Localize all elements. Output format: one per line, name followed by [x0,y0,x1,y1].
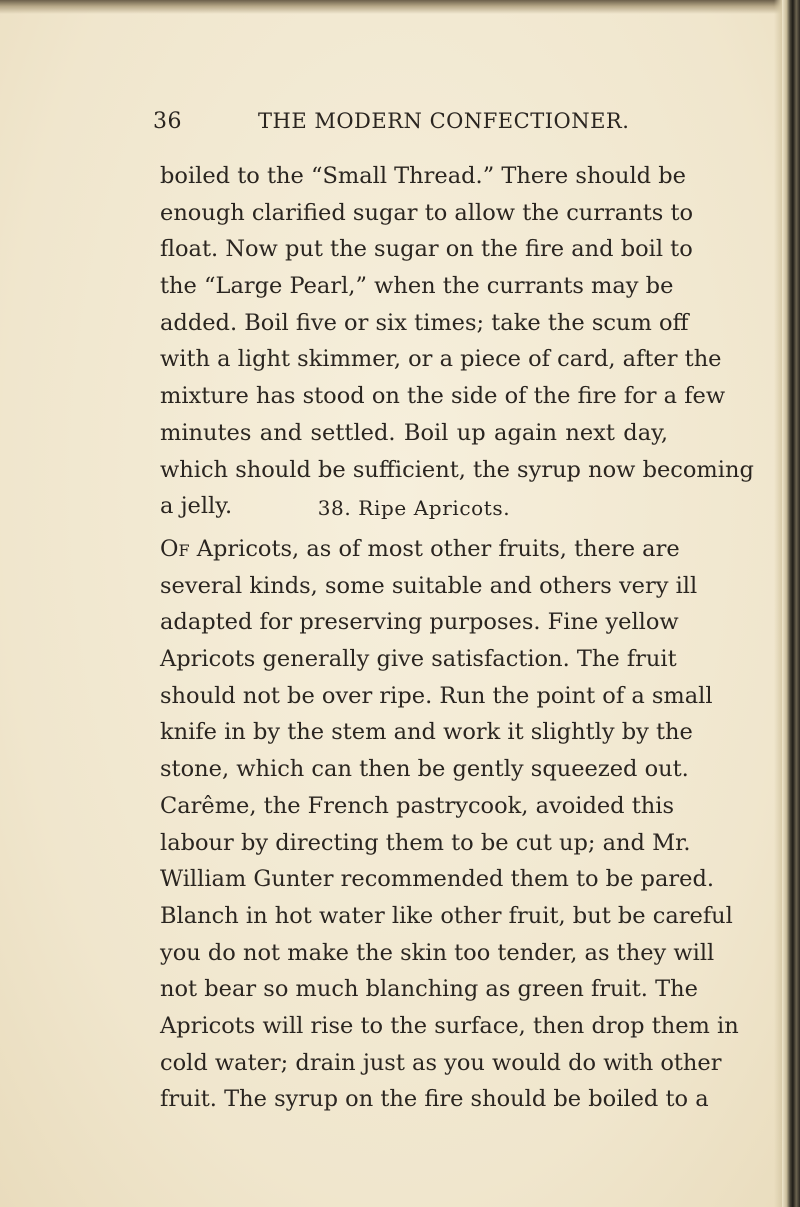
text-line: with a light skimmer, or a piece of card, after the [160,346,722,373]
text-line: added. Boil five or six times; take the scum off [160,309,689,336]
page-gutter-shade [774,0,782,1207]
page-top-shadow [0,0,800,14]
text-line: Apricots generally give satisfaction. The fruit [160,646,677,673]
text-line: Blanch in hot water like other fruit, but be careful [160,902,733,929]
text-line: enough clarified sugar to allow the currants to [160,199,694,226]
text-line: labour by directing them to be cut up; and Mr. [160,829,691,856]
text-line: knife in by the stem and work it slightly by the [160,719,693,746]
text-line: adapted for preserving purposes. Fine yellow [160,609,679,636]
text-line-first [160,531,680,568]
page-number: 36 [153,109,182,134]
text-line: William Gunter recommended them to be pared. [160,866,714,893]
text-line: Carême, the French pastrycook, avoided this [160,792,674,819]
text-line: minutes and settled. Boil up again next day, [160,419,668,446]
text-line: you do not make the skin too tender, as they will [160,939,715,966]
running-head: THE MODERN CONFECTIONER. [258,109,630,133]
text-line: cold water; drain just as you would do with other [160,1049,722,1076]
first-line-rest: Apricots, as of most other fruits, there are [189,536,680,562]
text-line: Apricots will rise to the surface, then drop them in [160,1012,739,1039]
text-line: boiled to the “Small Thread.” There should be [160,163,686,189]
text-line: fruit. The syrup on the fire should be boiled to a [160,1086,709,1113]
text-line: float. Now put the sugar on the fire and boil to [160,236,693,263]
section-heading: 38. Ripe Apricots. [317,496,511,520]
book-spine-edge [782,0,800,1207]
text-line: which should be sufficient, the syrup now becoming [160,456,754,483]
text-line: a jelly. [160,493,233,520]
initial-words: Of [160,536,190,562]
text-line: the “Large Pearl,” when the currants may be [160,273,674,300]
paragraph-apricots [160,531,739,1118]
text-line: not bear so much blanching as green fruit. The [160,976,698,1003]
paragraph-continued [160,158,754,525]
page-header [153,109,673,143]
text-line: mixture has stood on the side of the fire for a few [160,383,726,410]
text-line: several kinds, some suitable and others very ill [160,572,698,599]
text-line: stone, which can then be gently squeezed out. [160,756,689,783]
text-line: should not be over ripe. Run the point of a small [160,682,713,709]
